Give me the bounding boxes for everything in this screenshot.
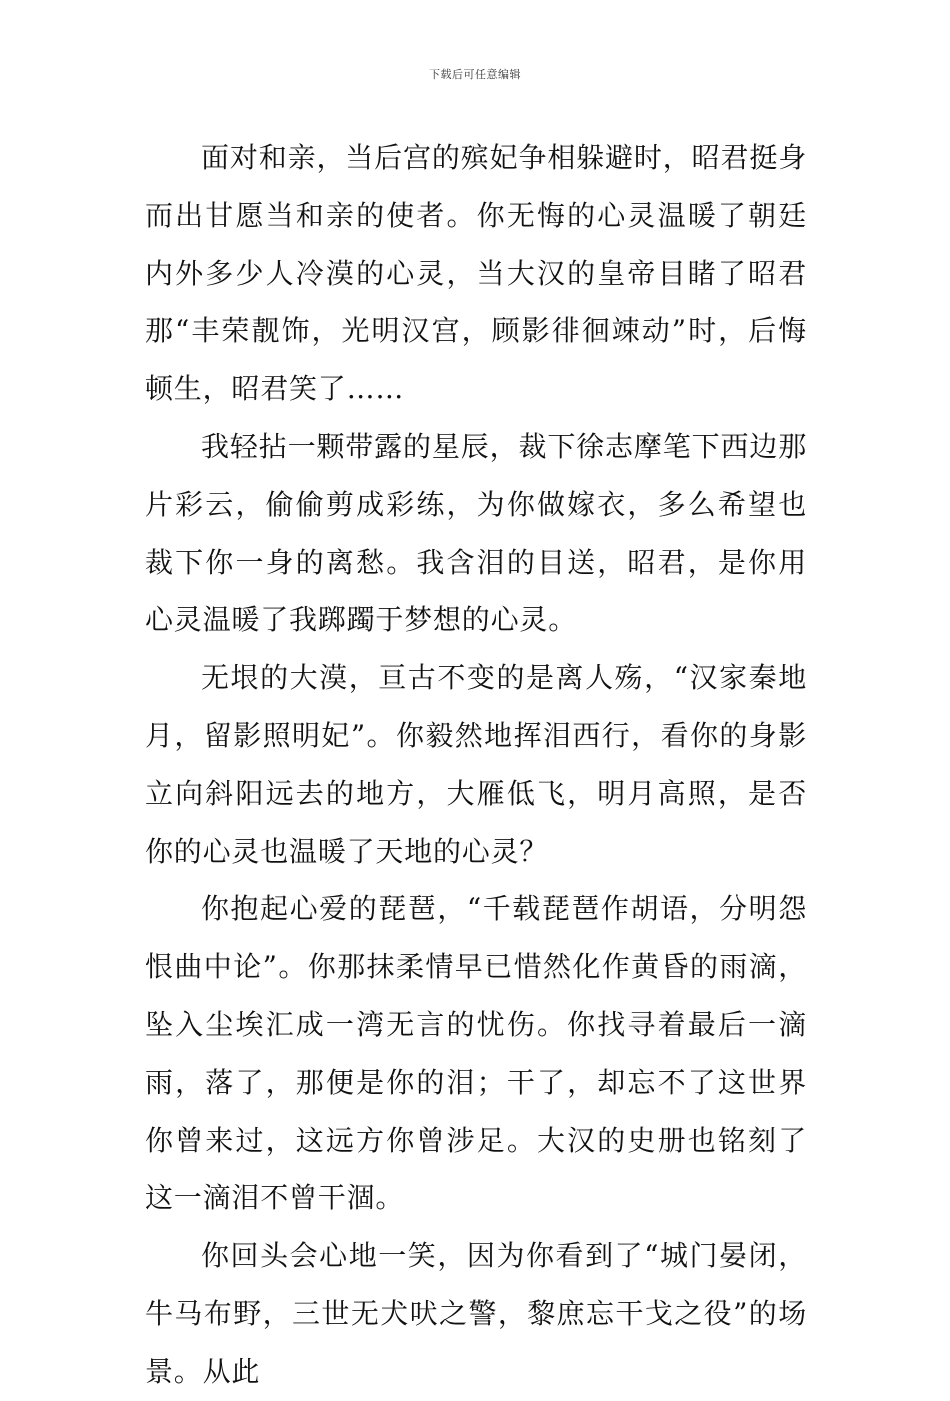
paragraph-2: 我轻拈一颗带露的星辰，裁下徐志摩笔下西边那片彩云，偷偷剪成彩练，为你做嫁衣，多么希望也裁下你一身的离愁。我含泪的目送，昭君，是你用心灵温暖了我踯躅于梦想的心灵。 <box>145 429 807 637</box>
paragraph-3: 无垠的大漠，亘古不变的是离人殇，“汉家秦地月，留影照明妃”。你毅然地挥泪西行，看你的身影立向斜阳远去的地方，大雁低飞，明月高照，是否你的心灵也温暖了天地的心灵？ <box>145 661 807 868</box>
paragraph-1: 面对和亲，当后宫的殡妃争相躲避时，昭君挺身而出甘愿当和亲的使者。你无悔的心灵温暖了朝廷内外多少人冷漠的心灵，当大汉的皇帝目睹了昭君那“丰荣靓饰，光明汉宫，顾影徘徊竦动”时，后悔顿生，昭君笑了…… <box>145 141 807 406</box>
page-header: 下载后可任意编辑 <box>429 68 521 81</box>
paragraph-5: 你回头会心地一笑，因为你看到了“城门晏闭，牛马布野，三世无犬吠之警，黎庶忘干戈之役”的场景。从此 <box>145 1239 807 1388</box>
paragraph-4: 你抱起心爱的琵琶，“千载琵琶作胡语，分明怨恨曲中论”。你那抹柔情早已惜然化作黄昏的雨滴，坠入尘埃汇成一湾无言的忧伤。你找寻着最后一滴雨，落了，那便是你的泪；干了，却忘不了这世界你曾来过，这远方你曾涉足。大汉的史册也铭刻了这一滴泪不曾干涸。 <box>145 892 807 1215</box>
article-body <box>145 129 807 1401</box>
